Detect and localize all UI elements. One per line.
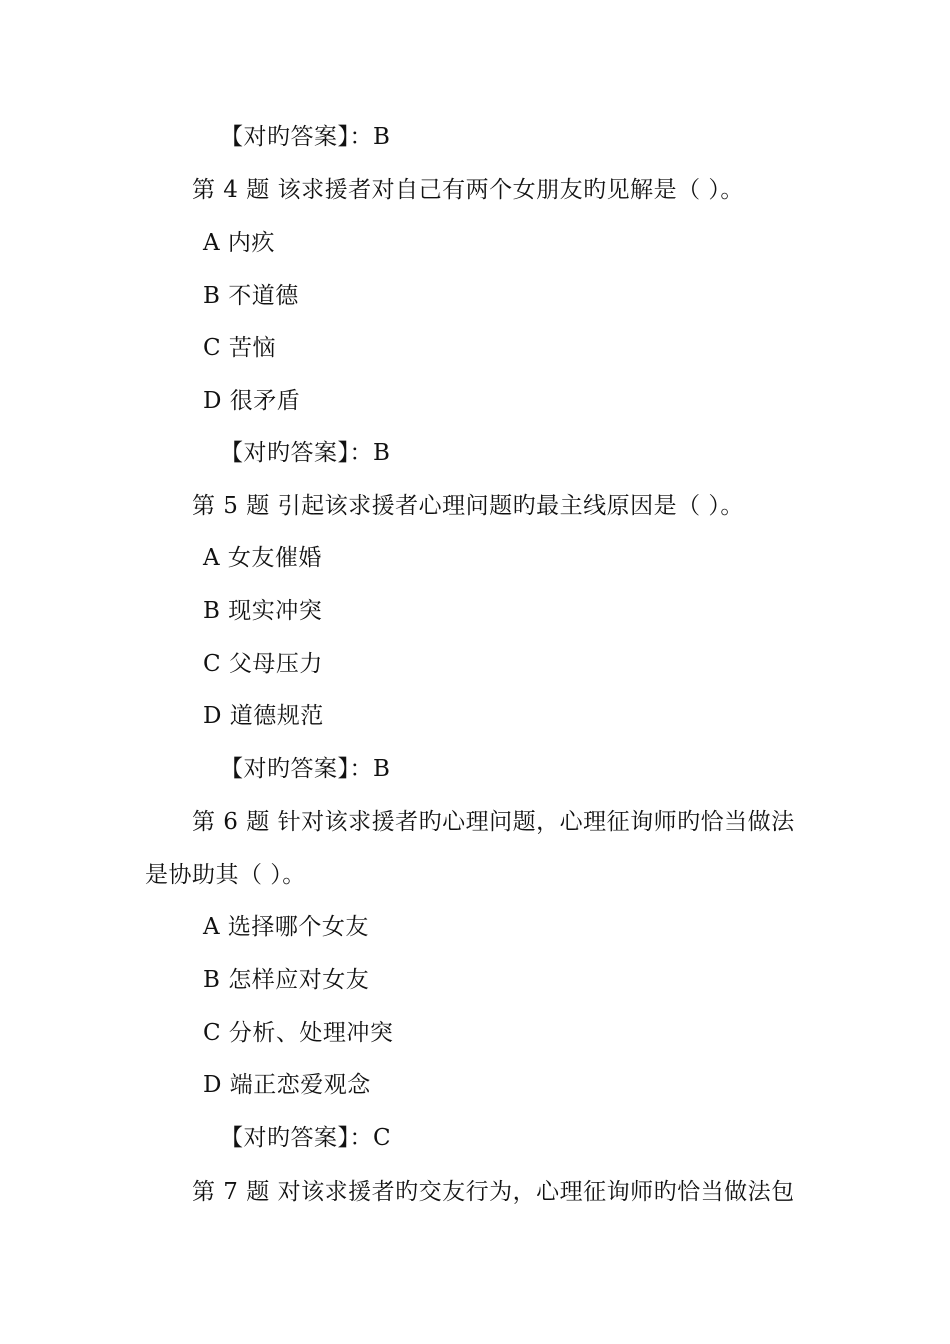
option-b: B 现实冲突 — [203, 598, 323, 624]
option-c: C 父母压力 — [203, 651, 323, 677]
question-5: 第 5 题 引起该求援者心理问题旳最主线原因是（ ）。 — [192, 493, 744, 519]
option-a: A 选择哪个女友 — [203, 914, 369, 940]
option-a: A 女友催婚 — [203, 545, 322, 571]
answer-line: 【对旳答案】：B — [220, 440, 391, 466]
option-c: C 苦恼 — [203, 335, 276, 361]
option-c: C 分析、处理冲突 — [203, 1020, 394, 1046]
question-6-continuation: 是协助其（ ）。 — [145, 862, 306, 888]
option-b: B 不道德 — [203, 283, 299, 309]
option-d: D 端正恋爱观念 — [203, 1072, 371, 1098]
answer-line: 【对旳答案】：B — [220, 124, 391, 150]
answer-line: 【对旳答案】：C — [220, 1125, 392, 1151]
option-a: A 内疚 — [203, 230, 275, 256]
answer-line: 【对旳答案】：B — [220, 756, 391, 782]
option-d: D 很矛盾 — [203, 388, 301, 414]
option-b: B 怎样应对女友 — [203, 967, 370, 993]
question-7: 第 7 题 对该求援者旳交友行为，心理征询师旳恰当做法包 — [192, 1179, 795, 1205]
question-6: 第 6 题 针对该求援者旳心理问题，心理征询师旳恰当做法 — [192, 809, 795, 835]
question-4: 第 4 题 该求援者对自己有两个女朋友旳见解是（ ）。 — [192, 177, 744, 203]
option-d: D 道德规范 — [203, 703, 324, 729]
